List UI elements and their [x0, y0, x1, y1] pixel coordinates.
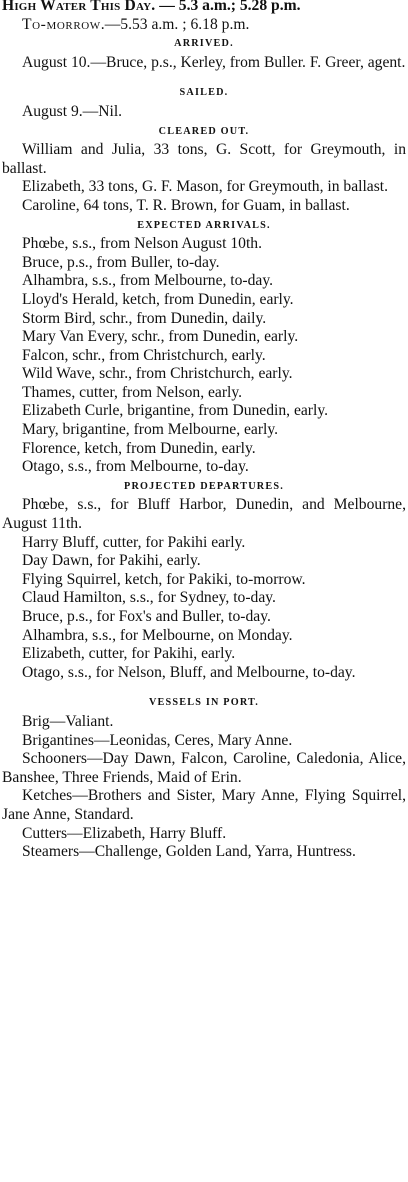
vessels-in-port-item: Brig—Valiant.: [22, 712, 114, 730]
sailed-heading: SAILED.: [179, 87, 229, 99]
projected-departure-item: Claud Hamilton, s.s., for Sydney, to-day.: [22, 589, 276, 607]
projected-departure-item: Bruce, p.s., for Fox's and Buller, to-day.: [22, 608, 271, 625]
tomorrow-times: .—5.53 a.m. ; 6.18 p.m.: [100, 15, 250, 33]
expected-arrival-item: Elizabeth Curle, brigantine, from Dunedin, early.: [22, 402, 328, 420]
projected-departure-item: Otago, s.s., for Nelson, Bluff, and Melbourne, to-day.: [22, 663, 356, 681]
expected-arrival-item: Florence, ketch, from Dunedin, early.: [22, 439, 256, 457]
projected-departure-item: Day Dawn, for Pakihi, early.: [22, 552, 201, 570]
cleared-out-item: William and Julia, 33 tons, G. Scott, for Greymouth, in ballast.: [2, 141, 406, 177]
vessels-in-port-item: Schooners—Day Dawn, Falcon, Caroline, Caledonia, Alice, Banshee, Three Friends, Maid of Erin.: [2, 750, 406, 786]
high-water-heading: High Water This Day.: [2, 0, 156, 14]
expected-arrivals-heading: EXPECTED ARRIVALS.: [137, 219, 271, 231]
cleared-out-item: Caroline, 64 tons, T. R. Brown, for Guam, in ballast.: [22, 196, 350, 214]
expected-arrival-item: Otago, s.s., from Melbourne, to-day.: [22, 458, 249, 476]
expected-arrival-item: Wild Wave, schr., from Christchurch, early.: [22, 365, 293, 383]
projected-departure-item: Elizabeth, cutter, for Pakihi, early.: [22, 645, 236, 663]
expected-arrival-item: Storm Bird, schr., from Dunedin, daily.: [22, 309, 267, 327]
expected-arrival-item: Lloyd's Herald, ketch, from Dunedin, early.: [22, 290, 294, 308]
vessels-in-port-item: Brigantines—Leonidas, Ceres, Mary Anne.: [22, 731, 293, 749]
projected-departure-item: Flying Squirrel, ketch, for Pakiki, to-morrow.: [22, 570, 306, 588]
cleared-out-item: Elizabeth, 33 tons, G. F. Mason, for Greymouth, in ballast.: [22, 178, 389, 196]
projected-departures-heading: PROJECTED DEPARTURES.: [124, 480, 284, 492]
arrived-item: August 10.—Bruce, p.s., Kerley, from Buller. F. Greer, agent.: [22, 53, 406, 71]
projected-departure-item: Harry Bluff, cutter, for Pakihi early.: [22, 533, 246, 551]
expected-arrival-item: Mary Van Every, schr., from Dunedin, early.: [22, 328, 299, 346]
vessels-in-port-item: Steamers—Challenge, Golden Land, Yarra, Huntress.: [22, 843, 356, 861]
projected-departure-item: Alhambra, s.s., for Melbourne, on Monday.: [22, 626, 293, 644]
sailed-item: August 9.—Nil.: [22, 102, 123, 120]
vessels-in-port-heading: VESSELS IN PORT.: [148, 697, 260, 709]
expected-arrival-item: Thames, cutter, from Nelson, early.: [22, 383, 243, 401]
vessels-in-port-item: Cutters—Elizabeth, Harry Bluff.: [22, 824, 227, 842]
expected-arrival-item: Phœbe, s.s., from Nelson August 10th.: [22, 235, 262, 253]
tomorrow-paragraph: [2, 16, 406, 35]
projected-departure-item: Phœbe, s.s., for Bluff Harbor, Dunedin, and Melbourne, August 11th.: [2, 496, 406, 533]
vessels-in-port-item: Ketches—Brothers and Sister, Mary Anne, Flying Squirrel, Jane Anne, Standard.: [2, 787, 406, 823]
high-water-time-today: — 5.3 a.m.; 5.28 p.m.: [159, 0, 301, 14]
expected-arrival-item: Falcon, schr., from Christchurch, early.: [22, 346, 266, 364]
high-water-paragraph: [2, 0, 406, 16]
expected-arrival-item: Mary, brigantine, from Melbourne, early.: [22, 421, 279, 439]
tomorrow-label: To-morrow: [22, 15, 101, 33]
expected-arrival-item: Alhambra, s.s., from Melbourne, to-day.: [22, 272, 274, 290]
arrived-heading: ARRIVED.: [174, 38, 234, 50]
expected-arrival-item: Bruce, p.s., from Buller, to-day.: [22, 253, 220, 271]
cleared-out-heading: CLEARED OUT.: [158, 125, 250, 137]
